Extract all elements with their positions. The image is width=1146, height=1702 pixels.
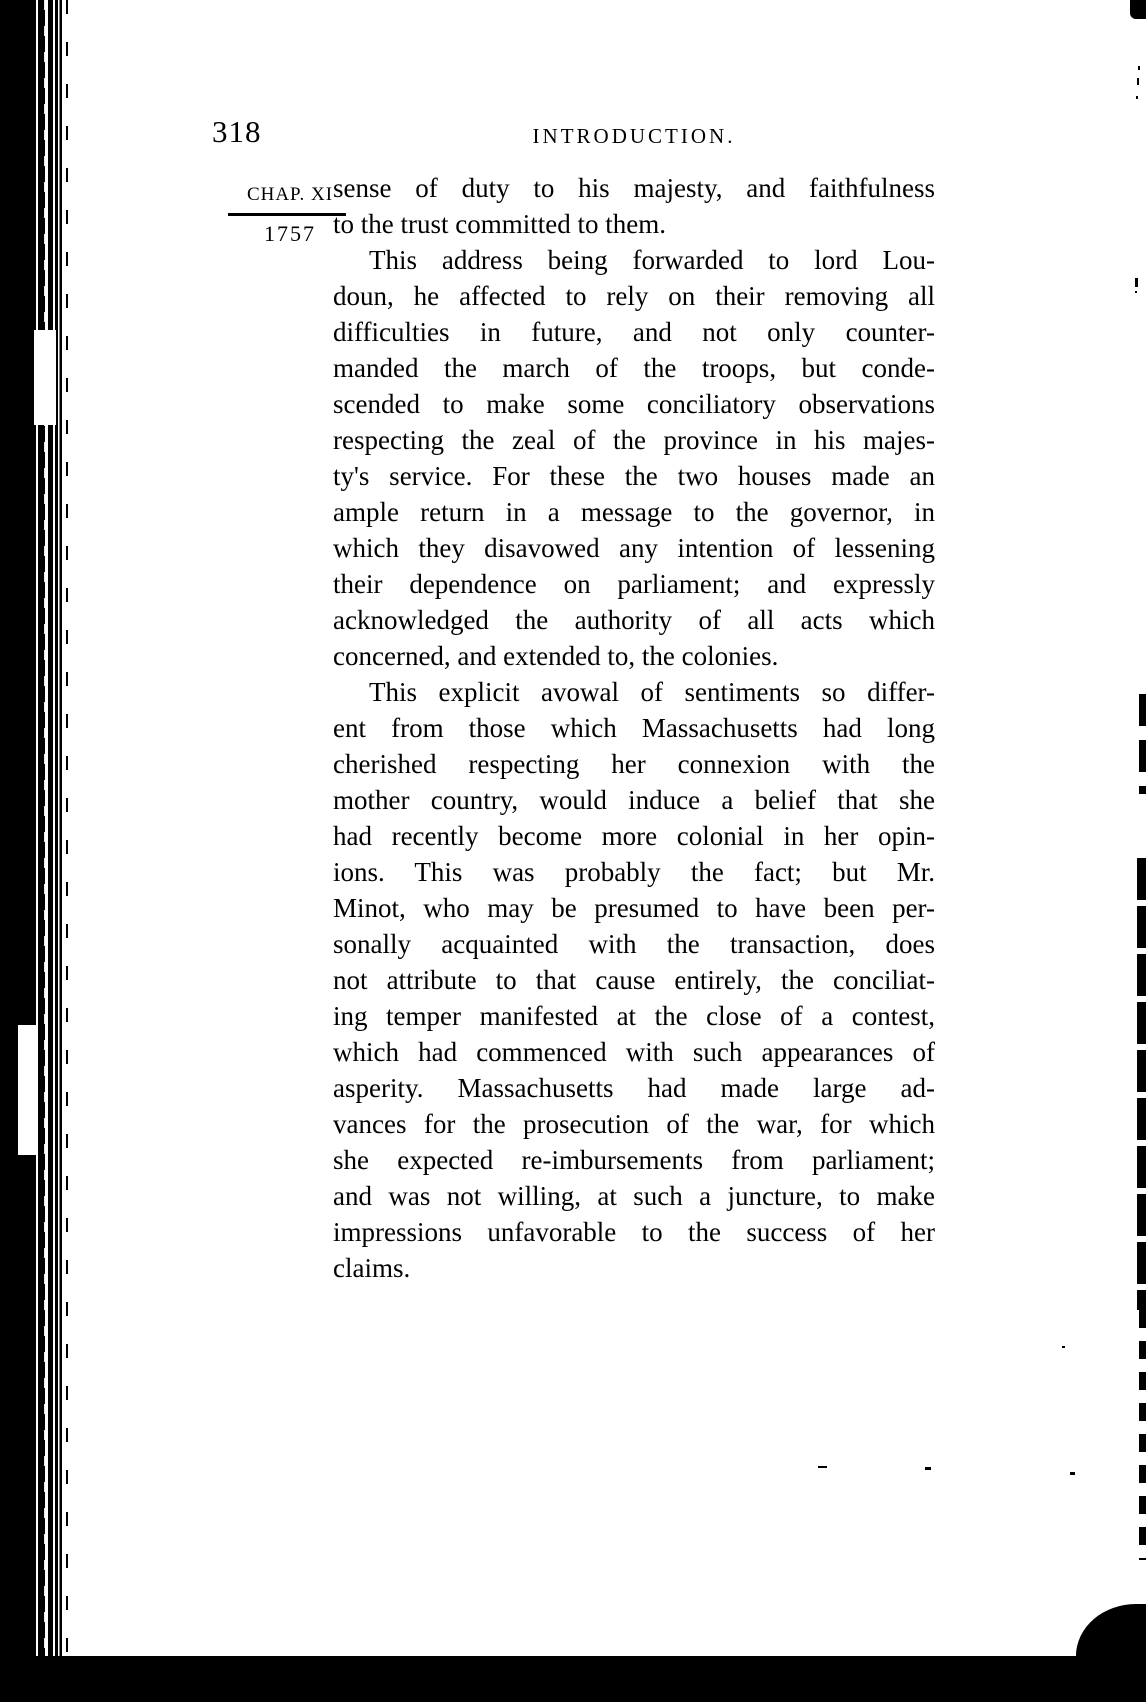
- text-line: This address being forwarded to lord Lou-: [369, 245, 935, 275]
- text-line: asperity. Massachusetts had made large ad-: [333, 1073, 935, 1103]
- text-line: concerned, and extended to, the colonies.: [333, 641, 779, 671]
- scan-speck: [818, 1466, 827, 1468]
- page-number: 318: [212, 114, 262, 149]
- right-edge-scan-strip: [1137, 858, 1146, 1310]
- right-edge-scan-strip: [1139, 1310, 1146, 1560]
- margin-year-label: 1757: [264, 221, 316, 246]
- text-line: which had commenced with such appearances of: [333, 1037, 935, 1067]
- margin-rule: [228, 213, 346, 216]
- text-line: not attribute to that cause entirely, the conciliat-: [333, 965, 935, 995]
- text-line: This explicit avowal of sentiments so differ-: [369, 677, 935, 707]
- text-line: their dependence on parliament; and expressly: [333, 569, 935, 599]
- scan-speck: [1135, 291, 1137, 293]
- bottom-scan-bar-corner: [1076, 1604, 1146, 1664]
- text-line: ty's service. For these the two houses made an: [333, 461, 935, 491]
- text-line: acknowledged the authority of all acts which: [333, 605, 935, 635]
- scan-speck: [1137, 78, 1139, 85]
- text-line: she expected re-imbursements from parliament;: [333, 1145, 935, 1175]
- running-header: INTRODUCTION.: [532, 124, 736, 148]
- body-text: [333, 170, 935, 1286]
- text-line: ions. This was probably the fact; but Mr.: [333, 857, 935, 887]
- text-line: ing temper manifested at the close of a contest,: [333, 1001, 935, 1031]
- text-line: to the trust committed to them.: [333, 209, 666, 239]
- gutter-dashed-line: [66, 0, 68, 1702]
- text-line: claims.: [333, 1253, 411, 1283]
- text-line: ample return in a message to the governor, in: [333, 497, 935, 527]
- margin-chapter-label: CHAP. XI: [246, 184, 334, 205]
- bottom-scan-bar: [0, 1656, 1146, 1702]
- text-line: sense of duty to his majesty, and faithfulness: [333, 173, 935, 203]
- text-line: respecting the zeal of the province in his majes-: [333, 425, 935, 455]
- text-line: had recently become more colonial in her opin-: [333, 821, 935, 851]
- text-line: cherished respecting her connexion with the: [333, 749, 935, 779]
- right-edge-scan-strip: [1139, 694, 1146, 794]
- scan-speck: [1136, 96, 1138, 99]
- text-line: ent from those which Massachusetts had long: [333, 713, 935, 743]
- text-line: Minot, who may be presumed to have been per-: [333, 893, 935, 923]
- text-line: and was not willing, at such a juncture, to make: [333, 1181, 935, 1211]
- scan-speck: [1070, 1472, 1075, 1475]
- scan-speck: [1138, 66, 1140, 70]
- binding-gutter-shadow: [0, 0, 64, 1702]
- gutter-white-patch: [34, 330, 56, 425]
- text-line: impressions unfavorable to the success of her: [333, 1217, 935, 1247]
- text-line: sonally acquainted with the transaction, does: [333, 929, 935, 959]
- text-line: which they disavowed any intention of lessening: [333, 533, 935, 563]
- scan-speck: [1062, 1346, 1065, 1348]
- text-line: manded the march of the troops, but conde-: [333, 353, 935, 383]
- text-line: vances for the prosecution of the war, for which: [333, 1109, 935, 1139]
- top-right-scan-blob: [1130, 0, 1146, 19]
- gutter-white-patch: [18, 1025, 38, 1155]
- scan-speck: [925, 1467, 931, 1470]
- text-line: scended to make some conciliatory observations: [333, 389, 935, 419]
- text-line: difficulties in future, and not only counter-: [333, 317, 935, 347]
- text-line: doun, he affected to rely on their removing all: [333, 281, 935, 311]
- scan-speck: [1135, 278, 1138, 287]
- text-line: mother country, would induce a belief that she: [333, 785, 935, 815]
